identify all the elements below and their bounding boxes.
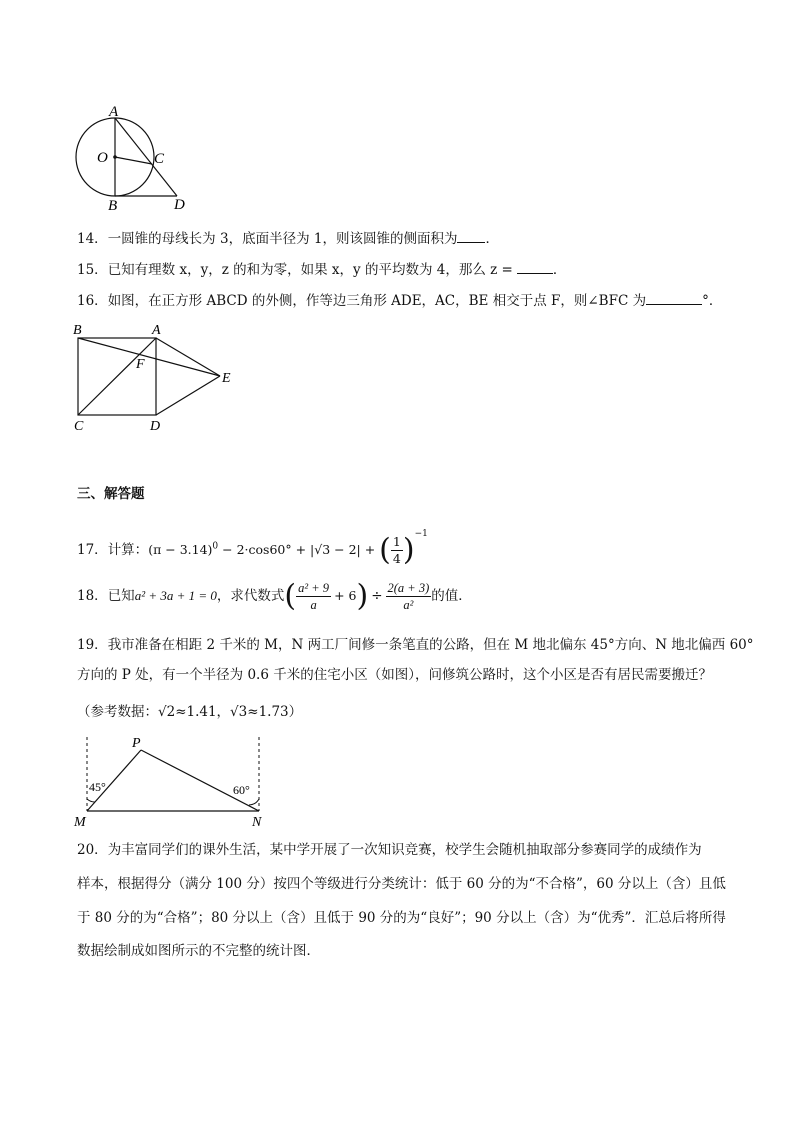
segment-ad	[115, 118, 177, 196]
q16-text: 如图，在正方形 ABCD 的外侧，作等边三角形 ADE，AC，BE 相交于点 F，则∠BFC 为	[107, 293, 647, 309]
q17-abs: |√3 − 2|	[310, 542, 361, 557]
q14-number: 14．	[77, 231, 108, 247]
question-16	[77, 290, 722, 311]
q17-frac-num: 1	[392, 534, 401, 549]
q17-plus: +	[360, 542, 380, 557]
q15-blank[interactable]	[517, 259, 553, 274]
q17-expr2: − 2·cos60° +	[218, 542, 311, 557]
label-d: D	[150, 419, 161, 433]
q15-text: 已知有理数 x，y，z 的和为零，如果 x，y 的平均数为 4，那么 z =	[107, 262, 513, 278]
q18-fraction-2	[386, 580, 432, 613]
q18-condition: a² + 3a + 1 = 0	[134, 588, 217, 603]
label-p: P	[132, 736, 141, 751]
q18-div: ÷	[371, 588, 383, 604]
q17-expr1: (π − 3.14)	[148, 542, 213, 557]
question-20-line-2: 样本，根据得分（满分 100 分）按四个等级进行分类统计：低于 60 分的为“不合格”，60 分以上（含）且低	[77, 876, 726, 892]
label-b: B	[73, 323, 82, 338]
question-20-line-4: 数据绘制成如图所示的不完整的统计图．	[77, 943, 320, 959]
angle-arc-n	[249, 799, 259, 805]
label-e: E	[222, 371, 231, 386]
label-b: B	[108, 198, 118, 212]
label-o: O	[97, 150, 108, 166]
question-20-line-1	[77, 840, 702, 860]
square-triangle-figure	[70, 318, 245, 433]
label-c: C	[74, 419, 84, 433]
q18-rparen: )	[356, 578, 369, 614]
question-18	[77, 574, 472, 618]
q19-line1: 我市准备在相距 2 千米的 M，N 两工厂间修一条笔直的公路，但在 M 地北偏东 45°方向、N 地北偏西 60°	[107, 637, 754, 653]
q18-fraction-1	[296, 580, 331, 613]
q16-end: °．	[702, 293, 723, 309]
q14-blank[interactable]	[457, 228, 485, 243]
section-title: 三、解答题	[77, 486, 145, 502]
q15-end: ．	[552, 262, 567, 278]
q18-end: 的值．	[431, 588, 472, 604]
q18-mid: ，求代数式	[216, 588, 285, 604]
q18-f1-num: a² + 9	[298, 581, 330, 595]
q18-number: 18．	[77, 588, 108, 604]
label-d: D	[174, 197, 185, 212]
segment-be	[78, 338, 220, 376]
segment-np	[141, 750, 259, 811]
q17-exp-neg1: −1	[414, 529, 428, 539]
q20-number: 20．	[77, 842, 108, 858]
label-f: F	[136, 357, 145, 372]
q17-number: 17．	[77, 542, 108, 558]
circle-tangent-figure	[68, 104, 198, 212]
q17-rparen: )	[402, 532, 415, 568]
label-a: A	[109, 104, 119, 120]
q16-number: 16．	[77, 293, 108, 309]
q18-pre: 已知	[107, 588, 135, 604]
q17-lparen: (	[379, 532, 391, 568]
question-17	[77, 514, 428, 568]
diagonal-ac	[78, 338, 156, 415]
q14-end: ．	[485, 231, 499, 247]
question-19-line-2: 方向的 P 处，有一个半径为 0.6 千米的住宅小区（如图），问修筑公路时，这个小区是否有居民需要搬迁？	[77, 667, 712, 683]
q16-blank[interactable]	[646, 290, 702, 305]
segment-de	[156, 376, 220, 415]
q20-line1: 为丰富同学们的课外生活，某中学开展了一次知识竞赛，校学生会随机抽取部分参赛同学的成绩作为	[107, 842, 702, 858]
q18-lparen: (	[284, 578, 297, 614]
q17-label: 计算：	[107, 542, 149, 558]
segment-ae	[156, 338, 220, 376]
q17-fraction	[391, 534, 403, 567]
q19-number: 19．	[77, 637, 108, 653]
q18-f1-den: a	[310, 598, 317, 612]
question-19-line-1	[77, 635, 754, 655]
center-dot	[113, 155, 117, 159]
question-20-line-3: 于 80 分的为“合格”；80 分以上（含）且低于 90 分的为“良好”；90 分以上（含）为“优秀”．汇总后将所得	[77, 910, 726, 926]
mnp-figure	[72, 733, 272, 828]
label-c: C	[154, 151, 165, 167]
q18-f2-num: 2(a + 3)	[387, 581, 430, 595]
q14-text: 一圆锥的母线长为 3，底面半径为 1，则该圆锥的侧面积为	[107, 231, 458, 247]
label-a: A	[152, 323, 161, 338]
q18-plus6: + 6	[334, 588, 357, 603]
label-n: N	[252, 815, 262, 828]
label-m: M	[74, 815, 86, 828]
angle-45: 45°	[89, 780, 106, 794]
question-19-reference: （参考数据：√2≈1.41，√3≈1.73）	[77, 704, 303, 720]
q18-f2-den: a²	[403, 598, 414, 612]
angle-60: 60°	[233, 783, 250, 797]
angle-arc-m	[87, 799, 95, 802]
q17-exp0: 0	[212, 541, 219, 552]
question-14	[77, 228, 499, 249]
question-15	[77, 259, 566, 280]
q17-frac-den: 4	[392, 551, 401, 566]
q15-number: 15．	[77, 262, 108, 278]
